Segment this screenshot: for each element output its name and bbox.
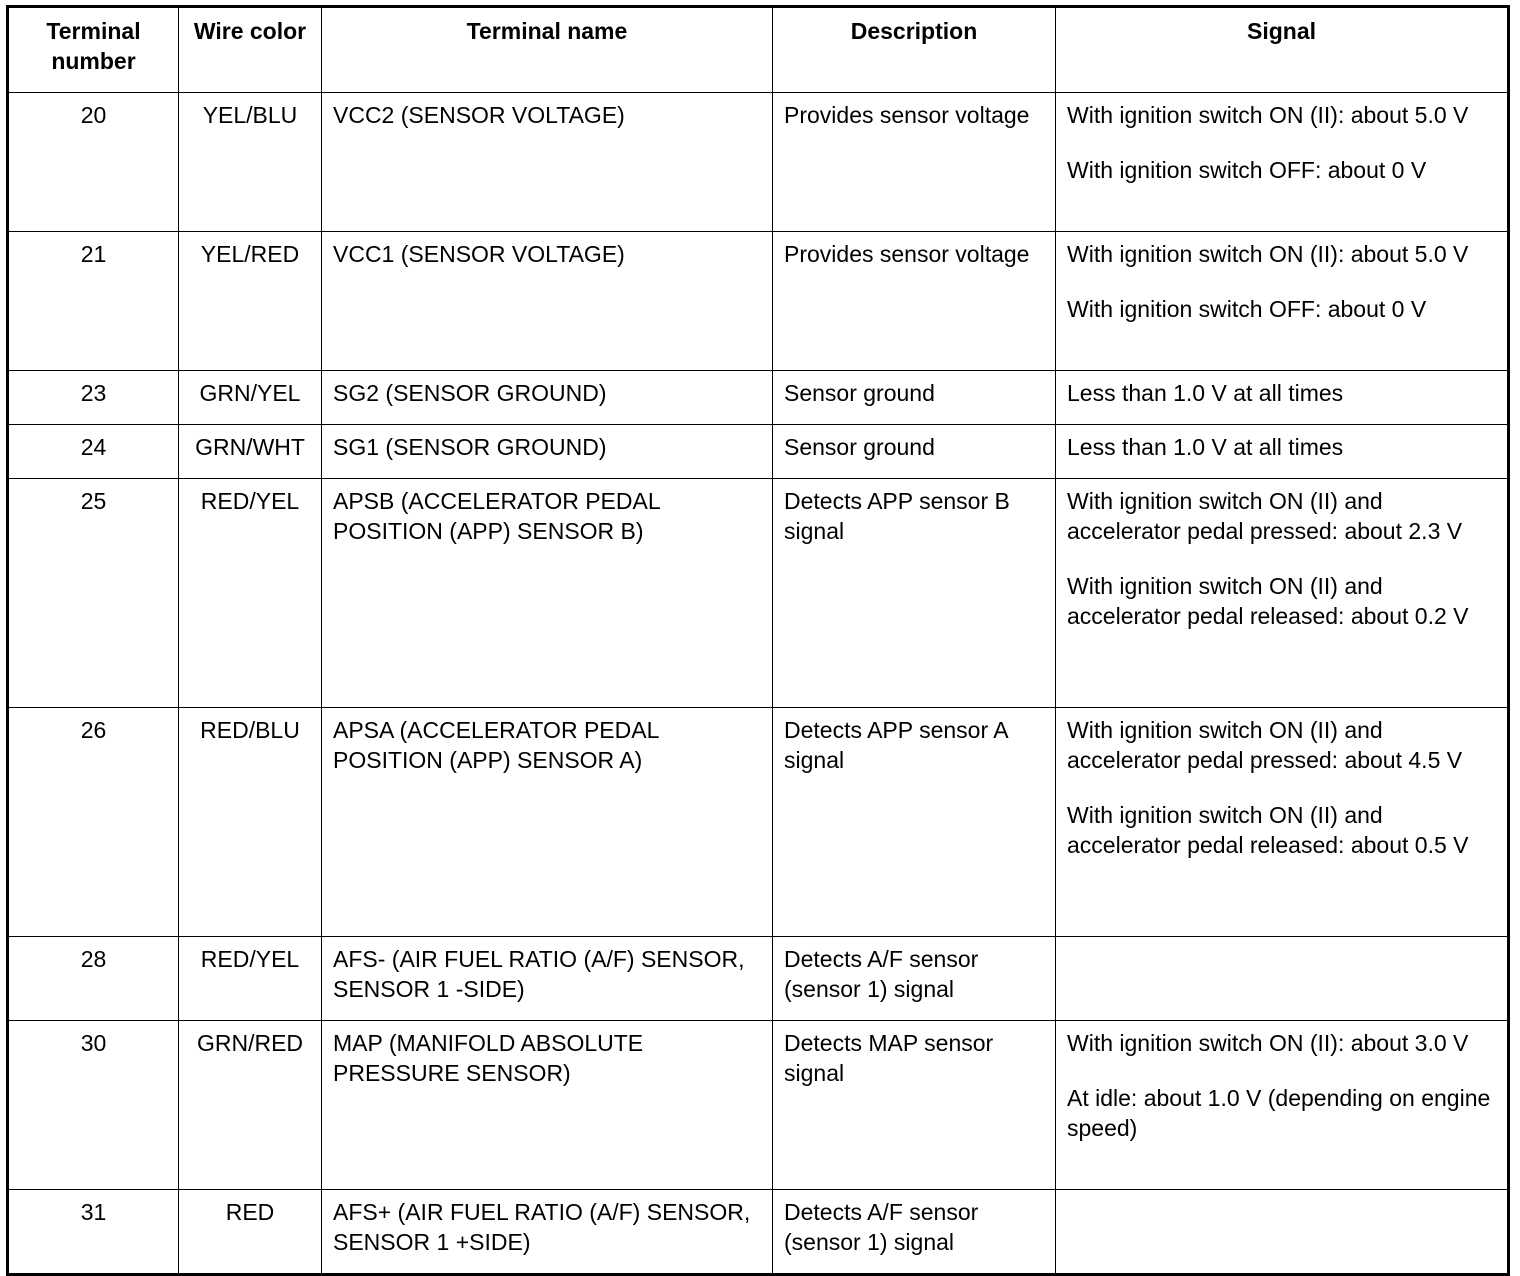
cell-description: Sensor ground [773, 425, 1056, 479]
header-terminal-number: Terminal number [8, 7, 179, 93]
header-wire-color: Wire color [179, 7, 322, 93]
cell-signal [1056, 425, 1509, 479]
signal-line: Less than 1.0 V at all times [1067, 380, 1344, 406]
header-description: Description [773, 7, 1056, 93]
table-row [8, 1190, 1509, 1275]
cell-terminal-number: 31 [8, 1190, 179, 1275]
table-row [8, 1021, 1509, 1190]
cell-terminal-name: APSA (ACCELERATOR PEDAL POSITION (APP) SENSOR A) [322, 708, 773, 937]
cell-terminal-name: SG1 (SENSOR GROUND) [322, 425, 773, 479]
cell-wire-color: RED [179, 1190, 322, 1275]
cell-terminal-name: VCC1 (SENSOR VOLTAGE) [322, 232, 773, 371]
cell-signal [1056, 1021, 1509, 1190]
signal-line: With ignition switch OFF: about 0 V [1067, 296, 1427, 322]
cell-terminal-name: AFS- (AIR FUEL RATIO (A/F) SENSOR, SENSOR 1 -SIDE) [322, 937, 773, 1021]
cell-signal [1056, 1190, 1509, 1275]
header-terminal-name: Terminal name [322, 7, 773, 93]
cell-description: Detects APP sensor A signal [773, 708, 1056, 937]
cell-terminal-number: 23 [8, 371, 179, 425]
cell-signal [1056, 371, 1509, 425]
table-row [8, 708, 1509, 937]
cell-description: Detects APP sensor B signal [773, 479, 1056, 708]
cell-wire-color: GRN/YEL [179, 371, 322, 425]
signal-line: With ignition switch ON (II) and accelerator pedal pressed: about 4.5 V [1067, 717, 1463, 773]
cell-terminal-number: 30 [8, 1021, 179, 1190]
cell-wire-color: YEL/BLU [179, 93, 322, 232]
cell-signal [1056, 93, 1509, 232]
cell-terminal-name: VCC2 (SENSOR VOLTAGE) [322, 93, 773, 232]
cell-description: Sensor ground [773, 371, 1056, 425]
signal-line: With ignition switch OFF: about 0 V [1067, 157, 1427, 183]
cell-terminal-number: 25 [8, 479, 179, 708]
table-row [8, 232, 1509, 371]
signal-line: With ignition switch ON (II) and accelerator pedal pressed: about 2.3 V [1067, 488, 1463, 544]
table-row [8, 479, 1509, 708]
cell-terminal-number: 24 [8, 425, 179, 479]
header-signal: Signal [1056, 7, 1509, 93]
cell-terminal-name: SG2 (SENSOR GROUND) [322, 371, 773, 425]
cell-description: Provides sensor voltage [773, 93, 1056, 232]
header-row [8, 7, 1509, 93]
cell-wire-color: GRN/RED [179, 1021, 322, 1190]
cell-signal [1056, 479, 1509, 708]
cell-signal [1056, 937, 1509, 1021]
signal-line: With ignition switch ON (II): about 5.0 V [1067, 241, 1469, 267]
cell-wire-color: RED/BLU [179, 708, 322, 937]
cell-terminal-name: AFS+ (AIR FUEL RATIO (A/F) SENSOR, SENSOR 1 +SIDE) [322, 1190, 773, 1275]
table-row [8, 93, 1509, 232]
cell-wire-color: RED/YEL [179, 479, 322, 708]
cell-wire-color: YEL/RED [179, 232, 322, 371]
cell-description: Detects MAP sensor signal [773, 1021, 1056, 1190]
signal-line: With ignition switch ON (II): about 3.0 V [1067, 1030, 1469, 1056]
signal-line: With ignition switch ON (II) and accelerator pedal released: about 0.5 V [1067, 802, 1469, 858]
cell-wire-color: GRN/WHT [179, 425, 322, 479]
table-row [8, 371, 1509, 425]
table-header [8, 7, 1509, 93]
cell-terminal-name: APSB (ACCELERATOR PEDAL POSITION (APP) SENSOR B) [322, 479, 773, 708]
signal-line: At idle: about 1.0 V (depending on engine speed) [1067, 1085, 1491, 1141]
cell-terminal-number: 26 [8, 708, 179, 937]
cell-wire-color: RED/YEL [179, 937, 322, 1021]
cell-terminal-number: 28 [8, 937, 179, 1021]
table-body [8, 93, 1509, 1275]
table-row [8, 425, 1509, 479]
cell-signal [1056, 708, 1509, 937]
cell-terminal-number: 21 [8, 232, 179, 371]
table-row [8, 937, 1509, 1021]
cell-description: Detects A/F sensor (sensor 1) signal [773, 937, 1056, 1021]
cell-terminal-number: 20 [8, 93, 179, 232]
cell-signal [1056, 232, 1509, 371]
terminal-table [6, 5, 1510, 1276]
cell-description: Detects A/F sensor (sensor 1) signal [773, 1190, 1056, 1275]
cell-description: Provides sensor voltage [773, 232, 1056, 371]
signal-line: With ignition switch ON (II) and accelerator pedal released: about 0.2 V [1067, 573, 1469, 629]
signal-line: With ignition switch ON (II): about 5.0 V [1067, 102, 1469, 128]
signal-line: Less than 1.0 V at all times [1067, 434, 1344, 460]
cell-terminal-name: MAP (MANIFOLD ABSOLUTE PRESSURE SENSOR) [322, 1021, 773, 1190]
